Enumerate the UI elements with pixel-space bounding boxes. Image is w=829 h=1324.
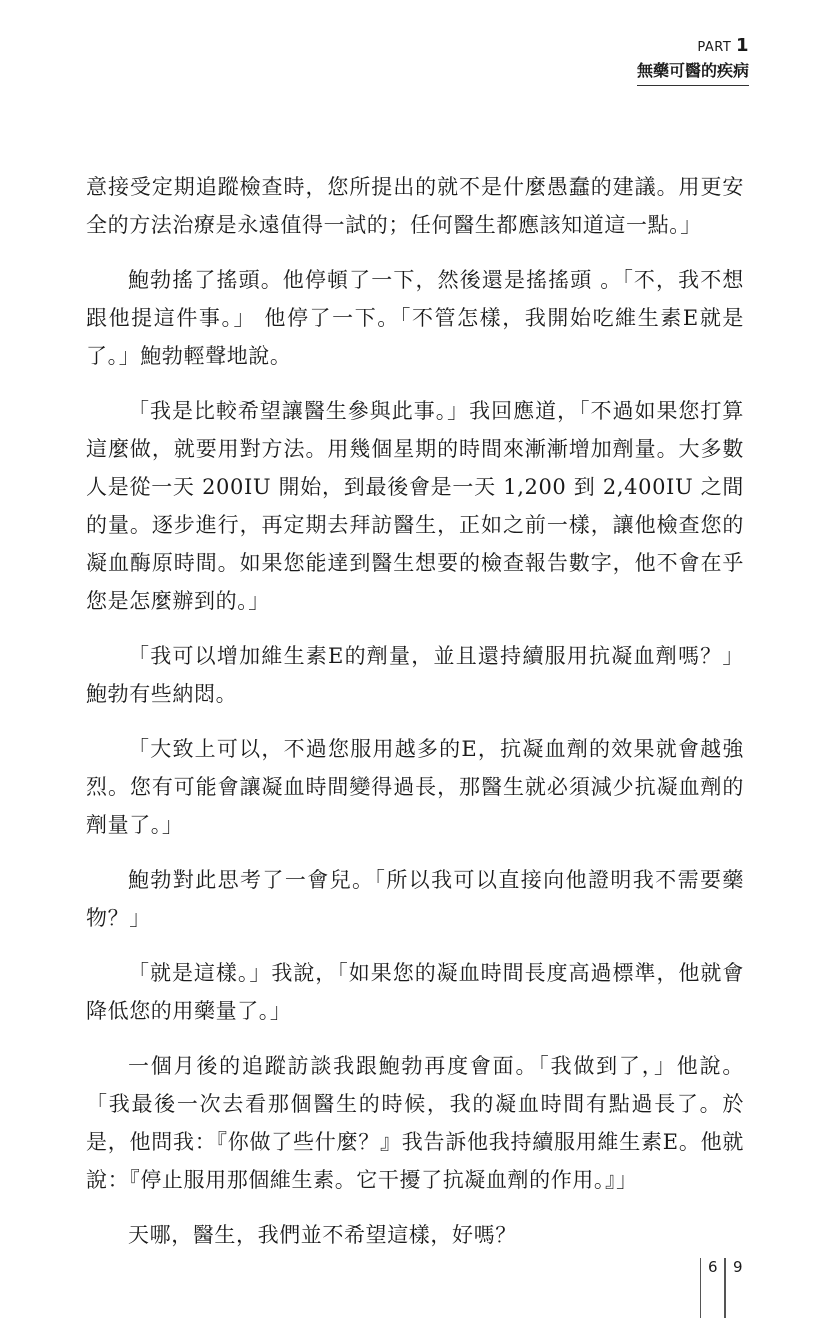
paragraph: 「大致上可以，不過您服用越多的E，抗凝血劑的效果就會越強烈。您有可能會讓凝血時間變得過長，那醫生就必須減少抗凝血劑的劑量了。」 (86, 737, 744, 837)
paragraph: 「就是這樣。」我說，「如果您的凝血時間長度高過標準，他就會降低您的用藥量了。」 (86, 961, 744, 1023)
paragraph: 鮑勃對此思考了一會兒。「所以我可以直接向他證明我不需要藥物？」 (86, 868, 744, 930)
part-number: 1 (735, 35, 749, 56)
paragraph: 天哪，醫生，我們並不希望這樣，好嗎？ (128, 1223, 517, 1247)
body-text (86, 168, 744, 1271)
folio-rule (725, 1258, 726, 1318)
paragraph: 鮑勃搖了搖頭。他停頓了一下，然後還是搖搖頭 。「不，我不想跟他提這件事。」 他停了一下。「不管怎樣，我開始吃維生素E就是了。」鮑勃輕聲地說。 (86, 268, 744, 368)
page-number-digit: 9 (733, 1258, 743, 1276)
page-number-digit: 6 (708, 1258, 718, 1276)
paragraph: 意接受定期追蹤檢查時，您所提出的就不是什麼愚蠢的建議。用更安全的方法治療是永遠值得一試的；任何醫生都應該知道這一點。」 (86, 175, 744, 237)
paragraph: 一個月後的追蹤訪談我跟鮑勃再度會面。「我做到了，」他說。「我最後一次去看那個醫生的時候，我的凝血時間有點過長了。於是，他問我：『你做了些什麼？』我告訴他我持續服用維生素E。他就說：『停止服用那個維生素。它干擾了抗凝血劑的作用。』」 (86, 1054, 744, 1192)
part-prefix: PART (697, 40, 732, 55)
part-label (637, 35, 749, 56)
paragraph: 「我可以增加維生素E的劑量，並且還持續服用抗凝血劑嗎？」鮑勃有些納悶。 (86, 644, 744, 706)
chapter-title: 無藥可醫的疾病 (637, 58, 749, 86)
paragraph: 「我是比較希望讓醫生參與此事。」我回應道，「不過如果您打算這麼做，就要用對方法。用幾個星期的時間來漸漸增加劑量。大多數人是從一天 200IU 開始，到最後會是一天 1,200 到 2,400IU 之間的量。逐步進行，再定期去拜訪醫生，正如之前一樣，讓他檢查您的凝血酶原時間。如果您能達到醫生想要的檢查報告數字，他不會在乎您是怎麼辦到的。」 (86, 399, 744, 613)
folio-rule (700, 1258, 701, 1318)
running-header (636, 35, 749, 86)
